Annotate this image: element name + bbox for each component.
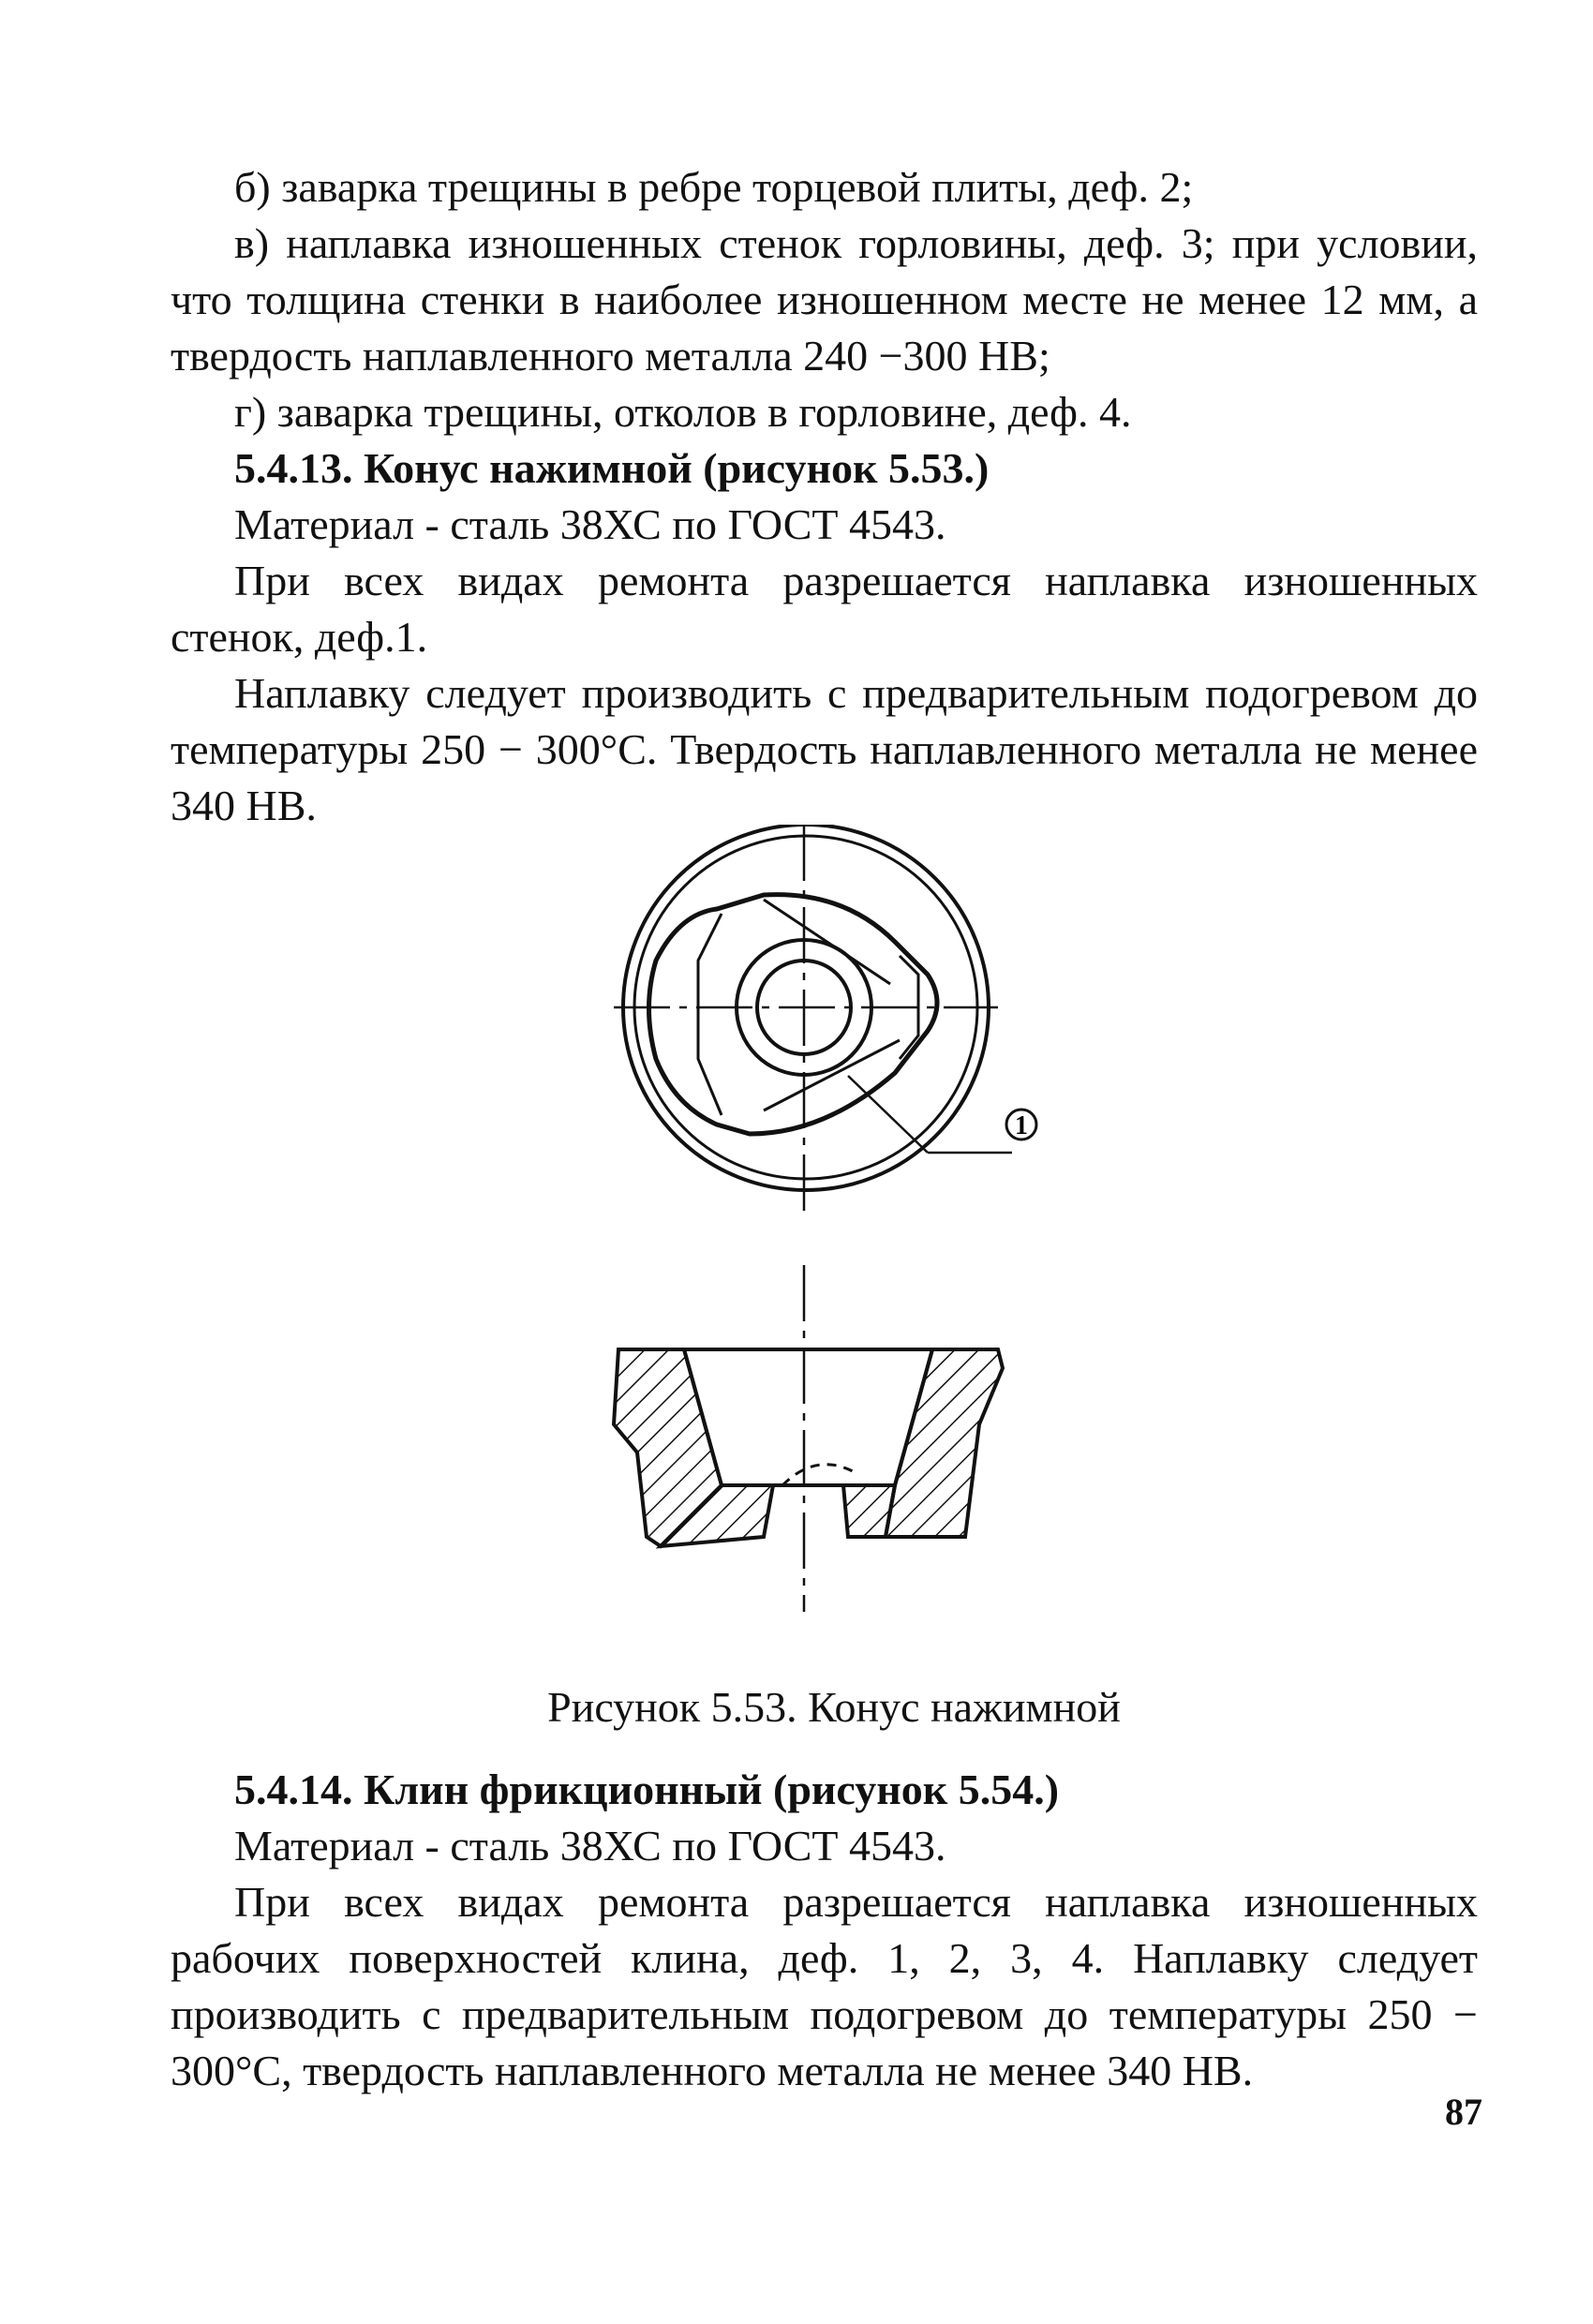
facet-left	[698, 914, 722, 1115]
tri-lobe-profile	[649, 895, 938, 1134]
section-right-wall	[886, 1349, 1003, 1537]
section-view	[614, 1265, 1003, 1612]
pressure-cone-drawing	[525, 825, 1106, 1631]
item-v: в) наплавка изношенных стенок горловины, деф. 3; при условии, что толщина стенки в наиболее изношенном месте не менее 12 мм, а твердость наплавленного металла 240 −300 НВ;	[171, 219, 1478, 380]
material-5-4-13: Материал - сталь 38ХС по ГОСТ 4543.	[234, 500, 946, 548]
callout-label: 1	[1015, 1111, 1028, 1140]
section-cavity	[684, 1349, 932, 1485]
section-bottom-right	[843, 1485, 895, 1537]
paragraph-5-4-13-hardness: Наплавку следует производить с предварительным подогревом до температуры 250 − 300°С. Твердость наплавленного металла не менее 340 НВ.	[171, 669, 1478, 829]
paragraph-5-4-13-repair: При всех видах ремонта разрешается наплавка изношенных стенок, деф.1.	[171, 557, 1478, 661]
paragraph-5-4-14: При всех видах ремонта разрешается наплавка изношенных рабочих поверхностей клина, деф. 1, 2, 3, 4. Наплавку следует производить с предварительным подогревом до температуры 250 − 300°С, твердость наплавленного металла не менее 340 НВ.	[171, 1878, 1478, 2094]
page-number: 87	[1445, 2091, 1482, 2133]
top-text-block	[171, 159, 1478, 834]
section-heading-5-4-13: 5.4.13. Конус нажимной (рисунок 5.53.)	[234, 444, 990, 492]
leader-line	[848, 1076, 928, 1153]
item-g: г) заварка трещины, отколов в горловине, деф. 4.	[234, 388, 1132, 436]
figure-caption: Рисунок 5.53. Конус нажимной	[547, 1683, 1121, 1731]
top-view	[614, 825, 1036, 1218]
hidden-bore-arc	[782, 1465, 853, 1485]
material-5-4-14: Материал - сталь 38ХС по ГОСТ 4543.	[234, 1822, 946, 1870]
item-b: б) заварка трещины в ребре торцевой плиты, деф. 2;	[234, 163, 1194, 211]
section-heading-5-4-14: 5.4.14. Клин фрикционный (рисунок 5.54.)	[234, 1765, 1060, 1813]
bottom-text-block	[171, 1762, 1478, 2099]
